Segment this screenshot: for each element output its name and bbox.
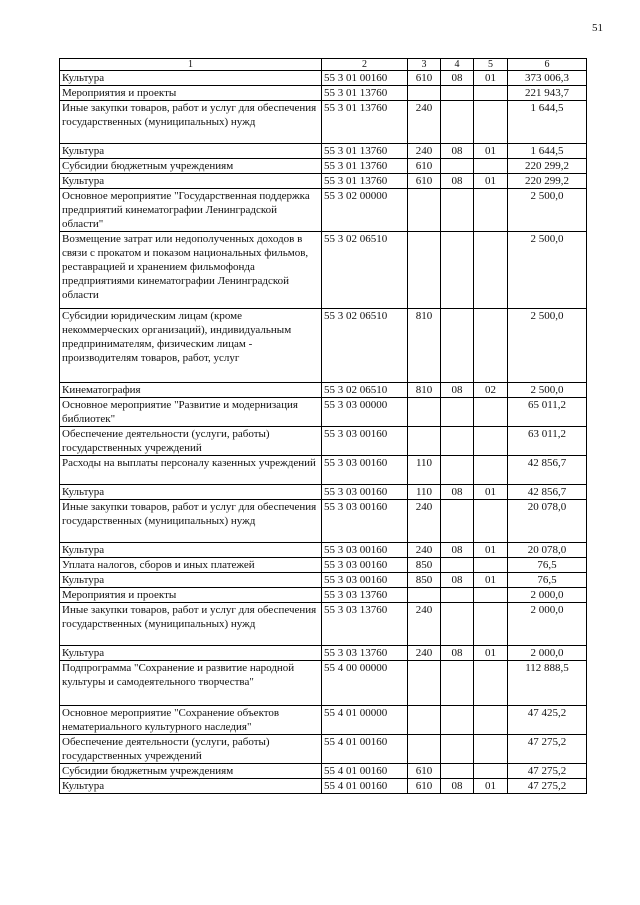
- cell-sum: 373 006,3: [508, 71, 587, 86]
- cell-col4: 08: [441, 646, 474, 661]
- cell-col5: [474, 232, 508, 309]
- cell-name: Возмещение затрат или недополученных доходов в связи с прокатом и показом национальных фильмов, реставрацией и хранением фильмофонда предприятиями кинематографии Ленинградской области: [60, 232, 322, 309]
- table-row: [60, 427, 587, 456]
- cell-col5: 01: [474, 71, 508, 86]
- cell-name: Подпрограмма "Сохранение и развитие народной культуры и самодеятельного творчества": [60, 661, 322, 706]
- cell-name: Основное мероприятие "Государственная поддержка предприятий кинематографии Ленинградской области": [60, 189, 322, 232]
- cell-col5: [474, 735, 508, 764]
- table-row: [60, 232, 587, 309]
- cell-code: 55 3 03 00160: [322, 485, 408, 500]
- cell-col3: 240: [408, 101, 441, 144]
- table-row: [60, 101, 587, 144]
- table-row: [60, 398, 587, 427]
- cell-col4: [441, 706, 474, 735]
- table-row: [60, 500, 587, 543]
- cell-col4: [441, 398, 474, 427]
- cell-code: 55 3 01 13760: [322, 159, 408, 174]
- cell-col4: 08: [441, 779, 474, 794]
- header-cell-code: 2: [322, 59, 408, 71]
- cell-name: Субсидии юридическим лицам (кроме некоммерческих организаций), индивидуальным предпринимателям, физическим лицам - производителям товаров, работ, услуг: [60, 309, 322, 383]
- cell-col3: 850: [408, 573, 441, 588]
- cell-col3: 810: [408, 309, 441, 383]
- cell-col4: [441, 603, 474, 646]
- cell-name: Кинематография: [60, 383, 322, 398]
- table-row: [60, 646, 587, 661]
- cell-sum: 221 943,7: [508, 86, 587, 101]
- cell-code: 55 4 01 00160: [322, 779, 408, 794]
- cell-sum: 65 011,2: [508, 398, 587, 427]
- cell-col4: [441, 189, 474, 232]
- cell-col4: 08: [441, 383, 474, 398]
- page-number: 51: [592, 22, 603, 34]
- cell-col4: [441, 309, 474, 383]
- cell-col5: 01: [474, 573, 508, 588]
- cell-code: 55 3 03 00160: [322, 456, 408, 485]
- table-row: [60, 543, 587, 558]
- cell-name: Иные закупки товаров, работ и услуг для обеспечения государственных (муниципальных) нужд: [60, 500, 322, 543]
- table-row: [60, 603, 587, 646]
- cell-sum: 1 644,5: [508, 101, 587, 144]
- table-row: [60, 573, 587, 588]
- table-row: [60, 71, 587, 86]
- cell-col4: [441, 735, 474, 764]
- cell-col3: [408, 706, 441, 735]
- cell-col5: 01: [474, 174, 508, 189]
- cell-name: Обеспечение деятельности (услуги, работы) государственных учреждений: [60, 735, 322, 764]
- header-cell-sum: 6: [508, 59, 587, 71]
- cell-col5: [474, 159, 508, 174]
- cell-code: 55 3 01 13760: [322, 174, 408, 189]
- cell-col4: [441, 588, 474, 603]
- cell-name: Основное мероприятие "Развитие и модернизация библиотек": [60, 398, 322, 427]
- cell-sum: 2 000,0: [508, 603, 587, 646]
- cell-col5: [474, 398, 508, 427]
- cell-code: 55 3 01 13760: [322, 144, 408, 159]
- cell-col3: 610: [408, 174, 441, 189]
- table-row: [60, 309, 587, 383]
- cell-col3: 850: [408, 558, 441, 573]
- cell-name: Уплата налогов, сборов и иных платежей: [60, 558, 322, 573]
- table-row: [60, 86, 587, 101]
- cell-code: 55 3 03 00160: [322, 427, 408, 456]
- cell-sum: 20 078,0: [508, 543, 587, 558]
- cell-col5: 01: [474, 543, 508, 558]
- cell-col3: 610: [408, 71, 441, 86]
- cell-code: 55 3 01 13760: [322, 86, 408, 101]
- cell-col3: [408, 588, 441, 603]
- cell-col3: [408, 661, 441, 706]
- cell-col5: 01: [474, 144, 508, 159]
- cell-col3: 110: [408, 456, 441, 485]
- header-cell-3: 3: [408, 59, 441, 71]
- cell-code: 55 3 03 00000: [322, 398, 408, 427]
- table-row: [60, 661, 587, 706]
- cell-name: Основное мероприятие "Сохранение объектов нематериального культурного наследия": [60, 706, 322, 735]
- cell-code: 55 3 02 06510: [322, 232, 408, 309]
- cell-name: Культура: [60, 646, 322, 661]
- cell-code: 55 3 02 06510: [322, 383, 408, 398]
- cell-col5: [474, 588, 508, 603]
- cell-col5: [474, 764, 508, 779]
- cell-sum: 47 275,2: [508, 735, 587, 764]
- cell-sum: 2 500,0: [508, 309, 587, 383]
- cell-col5: [474, 456, 508, 485]
- cell-col5: [474, 500, 508, 543]
- cell-sum: 47 275,2: [508, 764, 587, 779]
- cell-sum: 220 299,2: [508, 174, 587, 189]
- cell-col3: [408, 427, 441, 456]
- table-row: [60, 735, 587, 764]
- cell-sum: 42 856,7: [508, 456, 587, 485]
- table-row: [60, 159, 587, 174]
- cell-col3: 610: [408, 779, 441, 794]
- cell-sum: 20 078,0: [508, 500, 587, 543]
- table-row: [60, 174, 587, 189]
- cell-col4: [441, 456, 474, 485]
- cell-col3: [408, 232, 441, 309]
- cell-col4: [441, 661, 474, 706]
- cell-sum: 42 856,7: [508, 485, 587, 500]
- cell-name: Культура: [60, 485, 322, 500]
- cell-sum: 2 000,0: [508, 646, 587, 661]
- cell-name: Иные закупки товаров, работ и услуг для обеспечения государственных (муниципальных) нужд: [60, 603, 322, 646]
- cell-sum: 220 299,2: [508, 159, 587, 174]
- cell-sum: 2 000,0: [508, 588, 587, 603]
- table-row: [60, 588, 587, 603]
- cell-col5: [474, 603, 508, 646]
- cell-sum: 112 888,5: [508, 661, 587, 706]
- cell-col3: [408, 735, 441, 764]
- cell-code: 55 3 03 00160: [322, 500, 408, 543]
- cell-sum: 47 275,2: [508, 779, 587, 794]
- cell-col4: 08: [441, 573, 474, 588]
- cell-col3: 110: [408, 485, 441, 500]
- cell-name: Иные закупки товаров, работ и услуг для обеспечения государственных (муниципальных) нужд: [60, 101, 322, 144]
- cell-sum: 2 500,0: [508, 232, 587, 309]
- cell-col4: 08: [441, 485, 474, 500]
- cell-col4: 08: [441, 174, 474, 189]
- cell-col5: 02: [474, 383, 508, 398]
- cell-name: Культура: [60, 573, 322, 588]
- cell-sum: 76,5: [508, 573, 587, 588]
- cell-col4: [441, 427, 474, 456]
- table-row: [60, 485, 587, 500]
- cell-col3: 610: [408, 159, 441, 174]
- cell-code: 55 4 01 00160: [322, 764, 408, 779]
- cell-name: Расходы на выплаты персоналу казенных учреждений: [60, 456, 322, 485]
- cell-code: 55 3 02 06510: [322, 309, 408, 383]
- cell-col4: 08: [441, 71, 474, 86]
- cell-col3: 810: [408, 383, 441, 398]
- cell-col5: [474, 558, 508, 573]
- cell-col4: [441, 101, 474, 144]
- cell-col5: 01: [474, 779, 508, 794]
- cell-name: Культура: [60, 543, 322, 558]
- cell-code: 55 3 03 00160: [322, 558, 408, 573]
- cell-col4: [441, 764, 474, 779]
- cell-col4: [441, 86, 474, 101]
- cell-col5: [474, 427, 508, 456]
- cell-col5: [474, 86, 508, 101]
- cell-col4: [441, 232, 474, 309]
- cell-col3: 240: [408, 646, 441, 661]
- cell-col4: [441, 500, 474, 543]
- cell-code: 55 3 03 13760: [322, 603, 408, 646]
- cell-sum: 63 011,2: [508, 427, 587, 456]
- cell-col4: 08: [441, 543, 474, 558]
- table-row: [60, 706, 587, 735]
- cell-name: Субсидии бюджетным учреждениям: [60, 159, 322, 174]
- cell-name: Мероприятия и проекты: [60, 588, 322, 603]
- cell-code: 55 3 03 00160: [322, 543, 408, 558]
- cell-col3: [408, 398, 441, 427]
- cell-name: Обеспечение деятельности (услуги, работы) государственных учреждений: [60, 427, 322, 456]
- cell-sum: 1 644,5: [508, 144, 587, 159]
- cell-col3: 610: [408, 764, 441, 779]
- cell-col4: 08: [441, 144, 474, 159]
- cell-col3: 240: [408, 500, 441, 543]
- cell-code: 55 4 01 00000: [322, 706, 408, 735]
- cell-code: 55 3 03 13760: [322, 646, 408, 661]
- cell-col5: [474, 309, 508, 383]
- cell-col3: [408, 189, 441, 232]
- cell-sum: 76,5: [508, 558, 587, 573]
- cell-col4: [441, 159, 474, 174]
- cell-sum: 2 500,0: [508, 189, 587, 232]
- table-row: [60, 189, 587, 232]
- cell-name: Культура: [60, 174, 322, 189]
- header-cell-name: 1: [60, 59, 322, 71]
- cell-name: Субсидии бюджетным учреждениям: [60, 764, 322, 779]
- table-row: [60, 764, 587, 779]
- table-row: [60, 456, 587, 485]
- table-row: [60, 144, 587, 159]
- header-row: [60, 59, 587, 71]
- cell-col5: [474, 706, 508, 735]
- table-row: [60, 779, 587, 794]
- cell-col5: [474, 661, 508, 706]
- cell-code: 55 3 02 00000: [322, 189, 408, 232]
- cell-sum: 47 425,2: [508, 706, 587, 735]
- cell-col3: 240: [408, 543, 441, 558]
- cell-col5: [474, 101, 508, 144]
- cell-code: 55 3 01 13760: [322, 101, 408, 144]
- cell-col3: 240: [408, 603, 441, 646]
- cell-code: 55 3 03 13760: [322, 588, 408, 603]
- budget-table: [59, 58, 587, 794]
- cell-code: 55 3 01 00160: [322, 71, 408, 86]
- header-cell-4: 4: [441, 59, 474, 71]
- cell-code: 55 3 03 00160: [322, 573, 408, 588]
- cell-name: Культура: [60, 71, 322, 86]
- cell-code: 55 4 00 00000: [322, 661, 408, 706]
- cell-col3: 240: [408, 144, 441, 159]
- cell-col3: [408, 86, 441, 101]
- cell-code: 55 4 01 00160: [322, 735, 408, 764]
- header-cell-5: 5: [474, 59, 508, 71]
- table-row: [60, 558, 587, 573]
- cell-name: Культура: [60, 144, 322, 159]
- cell-col5: [474, 189, 508, 232]
- cell-name: Мероприятия и проекты: [60, 86, 322, 101]
- cell-col5: 01: [474, 485, 508, 500]
- cell-col5: 01: [474, 646, 508, 661]
- table-row: [60, 383, 587, 398]
- cell-name: Культура: [60, 779, 322, 794]
- cell-col4: [441, 558, 474, 573]
- cell-sum: 2 500,0: [508, 383, 587, 398]
